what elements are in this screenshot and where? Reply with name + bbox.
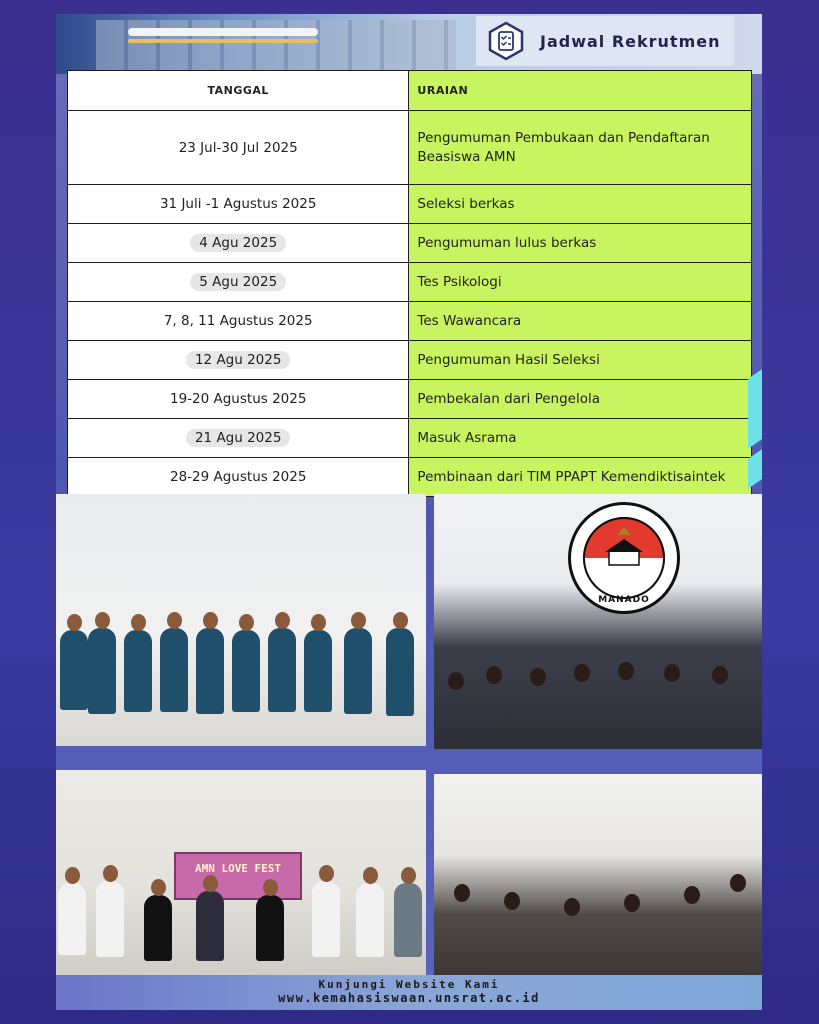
description-cell: Tes Psikologi <box>409 263 752 302</box>
website-footer <box>56 975 762 1010</box>
checklist-icon <box>486 21 526 61</box>
decorative-bar-accent <box>128 39 318 43</box>
schedule-table <box>67 70 752 497</box>
person-figure <box>256 895 284 961</box>
person-figure <box>58 883 86 955</box>
event-banner: AMN LOVE FEST <box>174 852 302 900</box>
description-cell: Tes Wawancara <box>409 302 752 341</box>
description-cell: Pembekalan dari Pengelola <box>409 380 752 419</box>
footer-caption: Kunjungi Website Kami <box>318 978 500 991</box>
table-row <box>68 263 752 302</box>
person-figure <box>60 630 88 710</box>
page-title: Jadwal Rekrutmen <box>540 31 721 51</box>
date-pill: 12 Agu 2025 <box>186 351 290 369</box>
header-photo <box>56 14 762 74</box>
title-badge <box>476 16 734 66</box>
date-cell <box>68 341 409 380</box>
person-figure <box>304 630 332 712</box>
audience-head <box>454 884 470 902</box>
person-figure <box>144 895 172 961</box>
date-cell: 19-20 Agustus 2025 <box>68 380 409 419</box>
date-cell <box>68 419 409 458</box>
photo-students-standing <box>56 494 426 746</box>
table-row <box>68 302 752 341</box>
person-figure <box>386 628 414 716</box>
person-figure <box>196 628 224 714</box>
decorative-stripe <box>748 369 762 449</box>
date-pill: 21 Agu 2025 <box>186 429 290 447</box>
audience-head <box>448 672 464 690</box>
audience-head <box>712 666 728 684</box>
audience-head <box>504 892 520 910</box>
decorative-bar <box>128 28 318 36</box>
person-figure <box>196 891 224 961</box>
description-cell: Seleksi berkas <box>409 185 752 224</box>
audience-head <box>730 874 746 892</box>
person-figure <box>88 628 116 714</box>
audience-head <box>530 668 546 686</box>
column-header-date: TANGGAL <box>68 71 409 111</box>
person-figure <box>394 883 422 957</box>
logo-bottom-text: MANADO <box>598 595 650 605</box>
table-row <box>68 419 752 458</box>
photo-love-fest-group <box>56 770 426 975</box>
person-figure <box>344 628 372 714</box>
date-cell: 31 Juli -1 Agustus 2025 <box>68 185 409 224</box>
table-row <box>68 458 752 497</box>
person-figure <box>356 883 384 957</box>
audience-head <box>564 898 580 916</box>
person-figure <box>232 630 260 712</box>
website-link[interactable]: www.kemahasiswaan.unsrat.ac.id <box>278 991 540 1005</box>
date-cell <box>68 263 409 302</box>
date-pill: 5 Agu 2025 <box>190 273 286 291</box>
person-figure <box>96 881 124 957</box>
audience-head <box>574 664 590 682</box>
table-row <box>68 111 752 185</box>
amn-logo <box>568 502 680 614</box>
person-figure <box>124 630 152 712</box>
description-cell: Pembinaan dari TIM PPAPT Kemendiktisaintek <box>409 458 752 497</box>
person-figure <box>268 628 296 712</box>
audience-head <box>618 662 634 680</box>
audience-head <box>664 664 680 682</box>
table-header-row <box>68 71 752 111</box>
description-cell: Pengumuman Pembukaan dan Pendaftaran Beasiswa AMN <box>409 111 752 185</box>
audience-head <box>624 894 640 912</box>
table-row <box>68 380 752 419</box>
date-cell: 28-29 Agustus 2025 <box>68 458 409 497</box>
person-figure <box>312 881 340 957</box>
column-header-description: URAIAN <box>409 71 752 111</box>
person-figure <box>160 628 188 712</box>
date-cell <box>68 224 409 263</box>
photo-seated-audience <box>434 774 762 975</box>
poster <box>56 14 762 1010</box>
table-row <box>68 185 752 224</box>
audience-head <box>486 666 502 684</box>
date-cell: 23 Jul-30 Jul 2025 <box>68 111 409 185</box>
audience-head <box>684 886 700 904</box>
description-cell: Masuk Asrama <box>409 419 752 458</box>
description-cell: Pengumuman Hasil Seleksi <box>409 341 752 380</box>
table-row <box>68 341 752 380</box>
date-cell: 7, 8, 11 Agustus 2025 <box>68 302 409 341</box>
date-pill: 4 Agu 2025 <box>190 234 286 252</box>
description-cell: Pengumuman lulus berkas <box>409 224 752 263</box>
table-row <box>68 224 752 263</box>
